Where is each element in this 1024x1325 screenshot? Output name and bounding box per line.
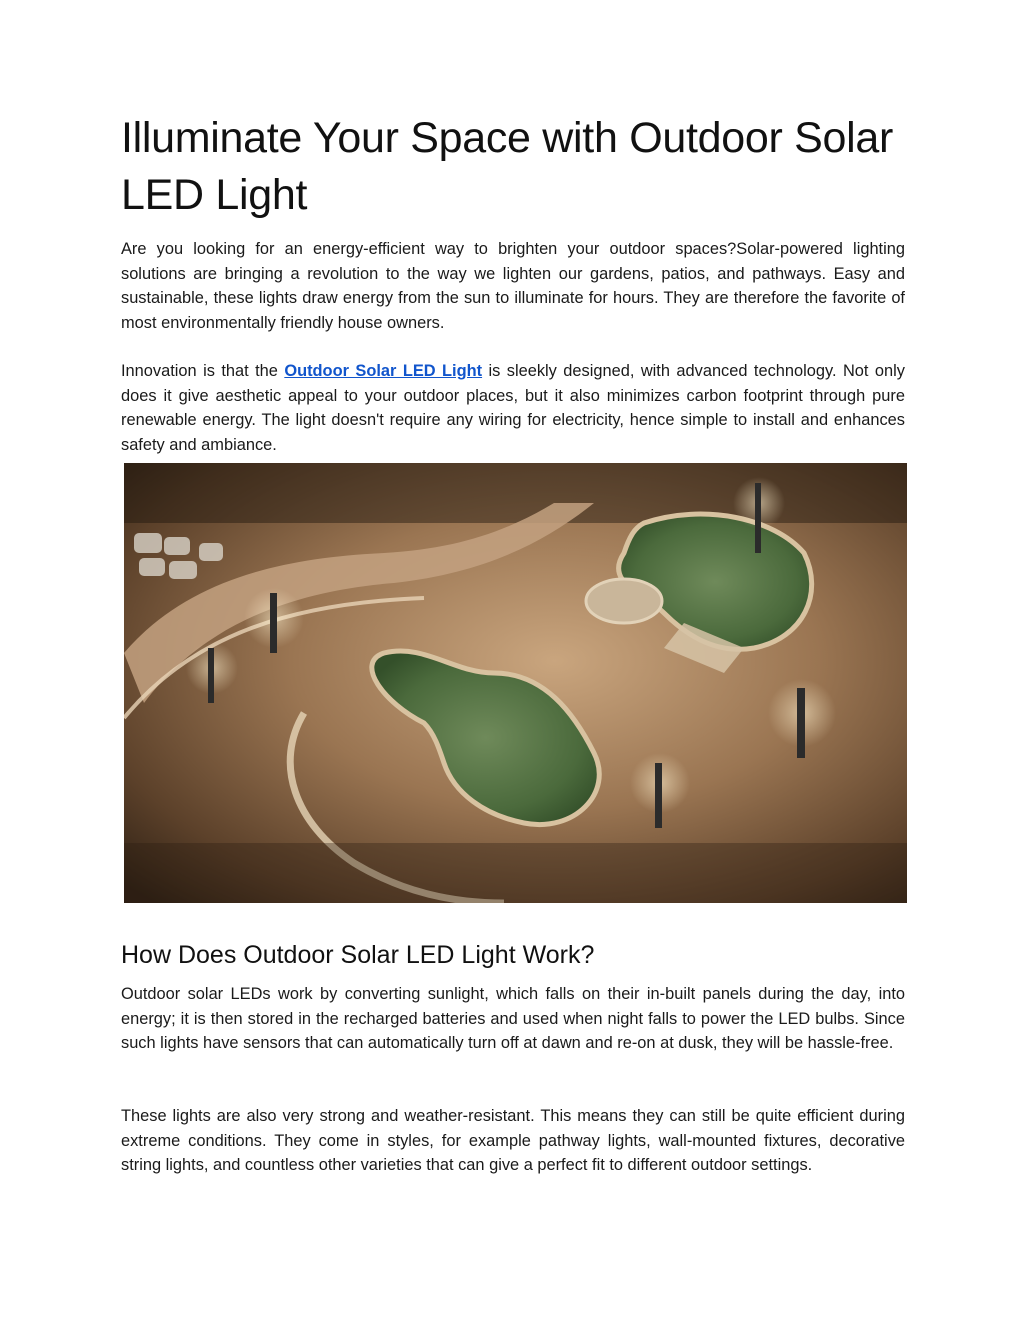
garden-night-illustration: [124, 463, 907, 903]
night-sky-edge: [124, 463, 907, 523]
page-title: Illuminate Your Space with Outdoor Solar LED Light: [121, 114, 894, 219]
photo-shadow: [124, 843, 907, 903]
intro-paragraph-2-start: Innovation is that the: [121, 362, 285, 380]
intro-paragraph-2-end: is sleekly designed, with advanced technology. Not only does it give aesthetic appeal to your outdoor places, but it also minimizes carbon footprint through pure renewable energy. The light doesn't require any wiring for electricity, hence simple to install and enhances safety and ambiance.: [121, 362, 905, 454]
intro-paragraph-2: [121, 359, 905, 457]
intro-paragraph-1: Are you looking for an energy-efficient way to brighten your outdoor spaces?Solar-powered lighting solutions are bringing a revolution to the way we lighten our gardens, patios, and pathways. Easy and sustainable, these lights draw energy from the sun to illuminate for hours. They are therefore the favorite of most environmentally friendly house owners.: [121, 240, 905, 332]
garden-night-photo: [124, 463, 907, 903]
section-heading: How Does Outdoor Solar LED Light Work?: [121, 941, 595, 969]
circular-patio: [586, 579, 662, 623]
section-paragraph-2: These lights are also very strong and weather-resistant. This means they can still be quite efficient during extreme conditions. They come in styles, for example pathway lights, wall-mounted fixtures, decorative string lights, and countless other varieties that can give a perfect fit to different outdoor settings.: [121, 1107, 905, 1174]
section-paragraph-1: Outdoor solar LEDs work by converting sunlight, which falls on their in-built panels during the day, into energy; it is then stored in the recharged batteries and used when night falls to power the LED bulbs. Since such lights have sensors that can automatically turn off at dawn and re-on at dusk, they will be hassle-free.: [121, 985, 905, 1052]
outdoor-solar-led-light-link[interactable]: Outdoor Solar LED Light: [284, 362, 483, 380]
